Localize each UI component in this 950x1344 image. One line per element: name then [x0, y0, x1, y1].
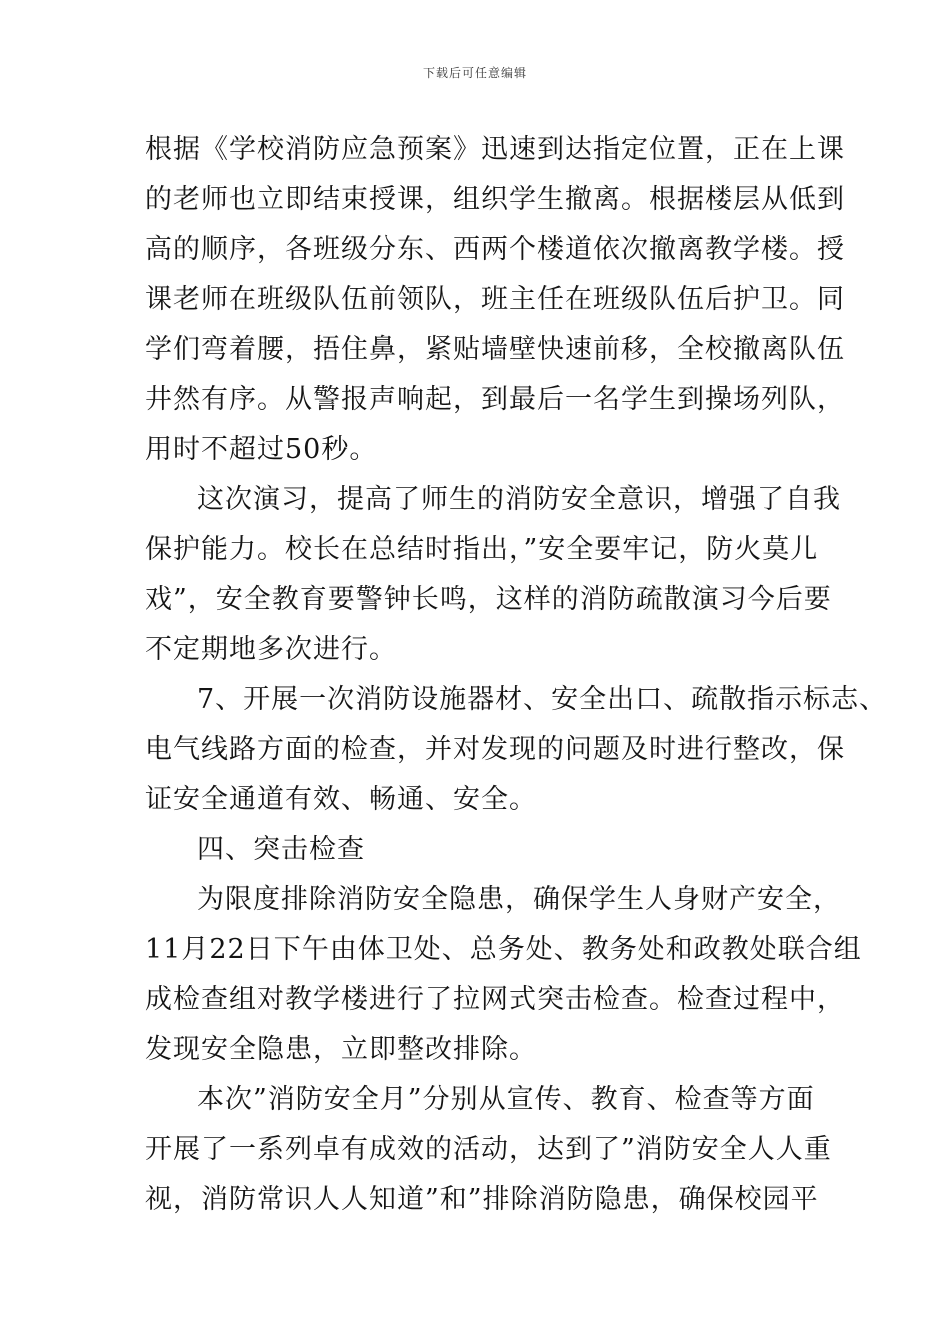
section-heading: 四、突击检查: [197, 834, 365, 865]
text-line: 这次演习，提高了师生的消防安全意识，增强了自我: [197, 484, 841, 515]
text-line: 井然有序。从警报声响起，到最后一名学生到操场列队，: [145, 384, 845, 415]
text-line: 视，消防常识人人知道”和”排除消防隐患，确保校园平: [145, 1184, 819, 1215]
text-line: 11月22日下午由体卫处、总务处、教务处和政教处联合组: [145, 934, 862, 965]
page-header: 下载后可任意编辑: [422, 66, 527, 80]
text-line: 课老师在班级队伍前领队，班主任在班级队伍后护卫。同: [145, 284, 845, 315]
text-line: 为限度排除消防安全隐患，确保学生人身财产安全，: [197, 884, 841, 915]
text-line: 戏”，安全教育要警钟长鸣，这样的消防疏散演习今后要: [145, 584, 832, 615]
text-line: 证安全通道有效、畅通、安全。: [145, 784, 537, 815]
text-line: 7、开展一次消防设施器材、安全出口、疏散指示标志、: [197, 684, 888, 715]
text-line: 根据《学校消防应急预案》迅速到达指定位置，正在上课: [145, 134, 845, 165]
text-line: 本次”消防安全月”分别从宣传、教育、检查等方面: [197, 1084, 815, 1115]
text-line: 保护能力。校长在总结时指出，”安全要牢记，防火莫儿: [145, 534, 819, 565]
text-line: 学们弯着腰，捂住鼻，紧贴墙壁快速前移，全校撤离队伍: [145, 334, 845, 365]
text-line: 用时不超过50秒。: [145, 434, 378, 465]
text-line: 发现安全隐患，立即整改排除。: [145, 1034, 537, 1065]
text-line: 高的顺序，各班级分东、西两个楼道依次撤离教学楼。授: [145, 234, 845, 265]
text-line: 成检查组对教学楼进行了拉网式突击检查。检查过程中，: [145, 984, 845, 1015]
text-line: 开展了一系列卓有成效的活动，达到了”消防安全人人重: [145, 1134, 832, 1165]
text-line: 的老师也立即结束授课，组织学生撤离。根据楼层从低到: [145, 184, 845, 215]
text-line: 电气线路方面的检查，并对发现的问题及时进行整改，保: [145, 734, 845, 765]
text-line: 不定期地多次进行。: [145, 634, 397, 665]
